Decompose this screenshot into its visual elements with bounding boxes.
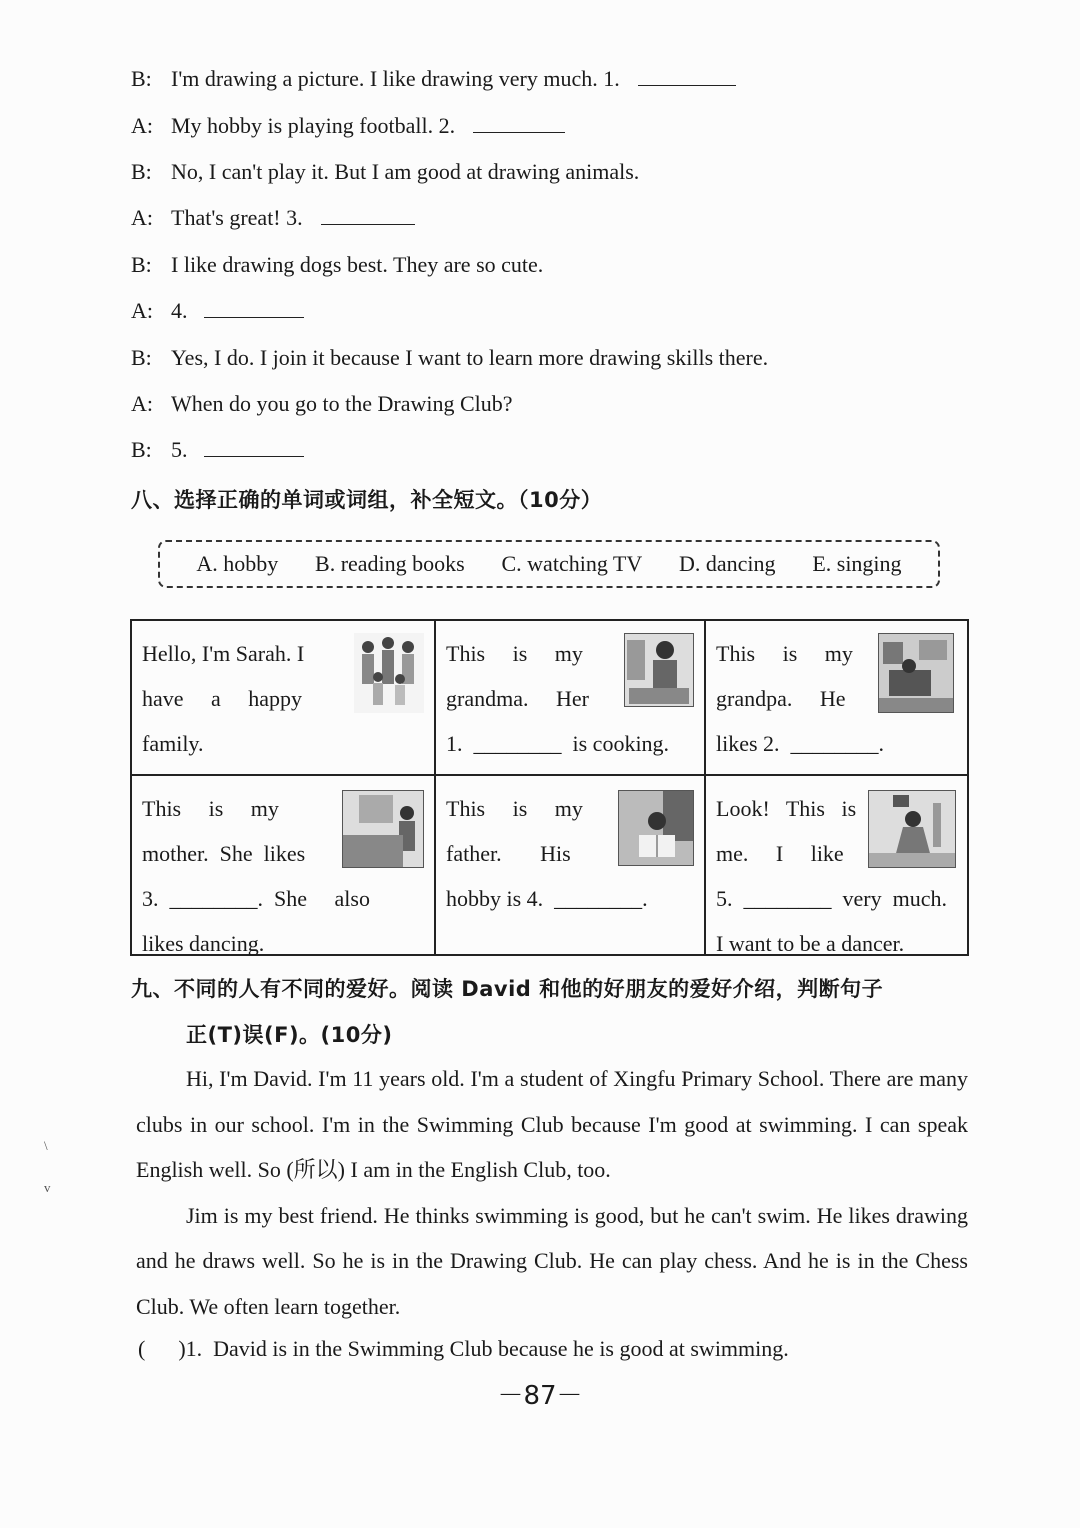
dialogue-line-3: B: No, I can't play it. But I am good at drawing animals. — [131, 159, 640, 184]
passage-paragraph-2: Jim is my best friend. He thinks swimming is good, but he can't swim. He likes drawing and he draws well. So he is in the Drawing Club. He can play chess. And he is in the Chess Club. We often learn together. — [136, 1202, 968, 1319]
dialogue-line-2: A: My hobby is playing football. 2. — [131, 113, 565, 139]
grandpa-tv-picture — [878, 633, 954, 713]
table-cell-sarah: Hello, I'm Sarah. I have a happy family. — [131, 620, 435, 775]
table-cell-grandma: This is my grandma. Her 1. ________ is cooking. — [435, 620, 705, 775]
true-false-question-1[interactable]: ( )1. David is in the Swimming Club because he is good at swimming. — [138, 1336, 789, 1361]
table-cell-mother: This is my mother. She likes 3. ________. She also likes dancing. — [131, 775, 435, 955]
section-9-heading-line-2: 正(T)误(F)。(10分) — [186, 1023, 393, 1047]
word-option-a: A. hobby — [196, 551, 279, 576]
answer-blank-4[interactable] — [204, 299, 304, 318]
mother-picture — [342, 790, 424, 868]
table-cell-grandpa: This is my grandpa. He likes 2. ________. — [705, 620, 968, 775]
girl-dancing-picture — [868, 790, 956, 868]
page-number: －87－ — [497, 1381, 583, 1411]
scan-mark: \ — [44, 1138, 48, 1153]
dialogue-line-1: B: I'm drawing a picture. I like drawing very much. 1. — [131, 66, 736, 92]
scan-mark: v — [44, 1180, 51, 1195]
section-8-heading: 八、选择正确的单词或词组，补全短文。（10分） — [131, 488, 603, 512]
table-cell-me: Look! This is me. I like 5. ________ very much. I want to be a dancer. — [705, 775, 968, 955]
family-picture — [354, 633, 424, 713]
dialogue-line-8: A: When do you go to the Drawing Club? — [131, 391, 513, 416]
father-reading-picture — [618, 790, 694, 866]
answer-blank-3[interactable] — [321, 206, 415, 225]
answer-blank-2[interactable] — [473, 114, 565, 133]
grandma-cooking-picture — [624, 633, 694, 707]
word-bank-box — [158, 540, 940, 588]
dialogue-line-9: B: 5. — [131, 437, 304, 463]
picture-text-table — [130, 619, 969, 956]
reading-passage — [136, 1056, 968, 1329]
passage-paragraph-1: Hi, I'm David. I'm 11 years old. I'm a student of Xingfu Primary School. There are many clubs in our school. I'm in the Swimming Club because I'm good at swimming. I can speak English well. So (所以) I am in the English Club, too. — [136, 1066, 968, 1182]
dialogue-line-7: B: Yes, I do. I join it because I want to learn more drawing skills there. — [131, 345, 769, 370]
word-option-d: D. dancing — [679, 551, 776, 576]
word-option-b: B. reading books — [315, 551, 465, 576]
section-9-heading: 九、不同的人有不同的爱好。阅读 David 和他的好朋友的爱好介绍，判断句子 — [131, 977, 884, 1001]
word-option-e: E. singing — [812, 551, 902, 576]
dialogue-line-4: A: That's great! 3. — [131, 205, 415, 231]
word-option-c: C. watching TV — [501, 551, 643, 576]
dialogue-line-5: B: I like drawing dogs best. They are so cute. — [131, 252, 544, 277]
answer-blank-1[interactable] — [638, 67, 736, 86]
table-cell-father: This is my father. His hobby is 4. ________. — [435, 775, 705, 955]
dialogue-line-6: A: 4. — [131, 298, 304, 324]
answer-blank-5[interactable] — [204, 438, 304, 457]
